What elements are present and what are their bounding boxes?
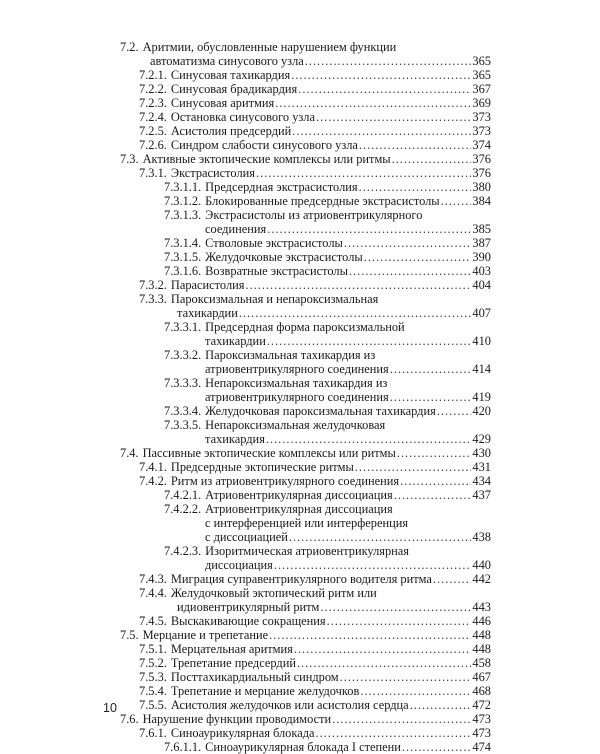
toc-entry: 7.4.2. Ритм из атриовентрикулярного соединения ..... 434	[139, 474, 491, 488]
toc-entry: 7.4.2.3. Изоритмическая атриовентрикулярная	[164, 544, 409, 558]
toc-entry: 7.5.4. Трепетание и мерцание желудочков ..... 468	[139, 684, 491, 698]
toc-entry: 7.2.1. Синусовая тахикардия ..... 365	[139, 68, 491, 82]
toc-entry: 7.2.5. Асистолия предсердий ..... 373	[139, 124, 491, 138]
toc-entry: 7.3.1.6. Возвратные экстрасистолы ..... 403	[164, 264, 491, 278]
toc-entry: автоматизма синусового узла ..... 365	[150, 54, 491, 68]
toc-entry: атриовентрикулярного соединения ..... 414	[205, 362, 491, 376]
page-number: 10	[103, 701, 117, 715]
toc-entry: 7.3.3.5. Непароксизмальная желудочковая	[164, 418, 386, 432]
toc-entry: 7.3.1.5. Желудочковые экстрасистолы ..... 390	[164, 250, 491, 264]
toc-entry: 7.2.6. Синдром слабости синусового узла ..... 374	[139, 138, 491, 152]
toc-entry: 7.5.3. Посттахикардиальный синдром ..... 467	[139, 670, 491, 684]
toc-entry: 7.3.1. Экстрасистолия ..... 376	[139, 166, 491, 180]
toc-entry: 7.4.1. Предсердные эктопические ритмы ..... 431	[139, 460, 491, 474]
toc-entry: 7.3.3.2. Пароксизмальная тахикардия из	[164, 348, 376, 362]
toc-entry: 7.6.1. Синоаурикулярная блокада ..... 473	[139, 726, 491, 740]
toc-entry: 7.4.2.1. Атриовентрикулярная диссоциация ..... 437	[164, 488, 491, 502]
toc-entry: 7.3.1.2. Блокированные предсердные экстрасистолы ..... 384	[164, 194, 491, 208]
toc-entry: атриовентрикулярного соединения ..... 419	[205, 390, 491, 404]
toc-entry: 7.5.2. Трепетание предсердий ..... 458	[139, 656, 491, 670]
toc-entry: с интерференцией или интерференция	[205, 516, 409, 530]
toc-entry: 7.4.4. Желудочковый эктопический ритм или	[139, 586, 377, 600]
toc-entry: 7.5. Мерцание и трепетание ..... 448	[120, 628, 491, 642]
toc-entry: соединения ..... 385	[205, 222, 491, 236]
toc-entry: 7.4. Пассивные эктопические комплексы или ритмы ..... 430	[120, 446, 491, 460]
toc-entry: 7.2.3. Синусовая аритмия ..... 369	[139, 96, 491, 110]
toc-entry: 7.4.5. Выскакивающие сокращения ..... 446	[139, 614, 491, 628]
toc-entry: 7.3.3.1. Предсердная форма пароксизмальной	[164, 320, 405, 334]
toc-entry: с диссоциацией ..... 438	[205, 530, 491, 544]
toc-entry: 7.2.2. Синусовая брадикардия ..... 367	[139, 82, 491, 96]
toc-entry: идиовентрикулярный ритм ..... 443	[177, 600, 491, 614]
toc-entry: 7.3.1.3. Экстрасистолы из атриовентрикулярного	[164, 208, 423, 222]
toc-entry: диссоциация ..... 440	[205, 558, 491, 572]
toc-entry: 7.6.1.1. Синоаурикулярная блокада I степени ..... 474	[164, 740, 491, 754]
toc-entry: тахикардии ..... 410	[205, 334, 491, 348]
toc-entry: 7.3.1.1. Предсердная экстрасистолия ..... 380	[164, 180, 491, 194]
toc-entry: тахикардия ..... 429	[205, 432, 491, 446]
toc-entry: 7.3.3.4. Желудочковая пароксизмальная тахикардия ..... 420	[164, 404, 491, 418]
toc-entry: 7.2.4. Остановка синусового узла ..... 373	[139, 110, 491, 124]
toc-entry: 7.3.1.4. Стволовые экстрасистолы ..... 387	[164, 236, 491, 250]
toc-entry: 7.3. Активные эктопические комплексы или ритмы ..... 376	[120, 152, 491, 166]
toc-entry: 7.3.2. Парасистолия ..... 404	[139, 278, 491, 292]
toc-entry: 7.5.5. Асистолия желудочков или асистолия сердца ..... 472	[139, 698, 491, 712]
toc-entry: 7.4.2.2. Атриовентрикулярная диссоциация	[164, 502, 393, 516]
toc-entry: 7.5.1. Мерцательная аритмия ..... 448	[139, 642, 491, 656]
toc-entry: 7.3.3.3. Непароксизмальная тахикардия из	[164, 376, 388, 390]
toc-entry: 7.2. Аритмии, обусловленные нарушением функции	[120, 40, 397, 54]
toc-entry: 7.6. Нарушение функции проводимости ..... 473	[120, 712, 491, 726]
toc-entry: 7.3.3. Пароксизмальная и непароксизмальная	[139, 292, 379, 306]
toc-entry: тахикардии ..... 407	[177, 306, 491, 320]
toc-entry: 7.4.3. Миграция суправентрикулярного водителя ритма ..... 442	[139, 572, 491, 586]
